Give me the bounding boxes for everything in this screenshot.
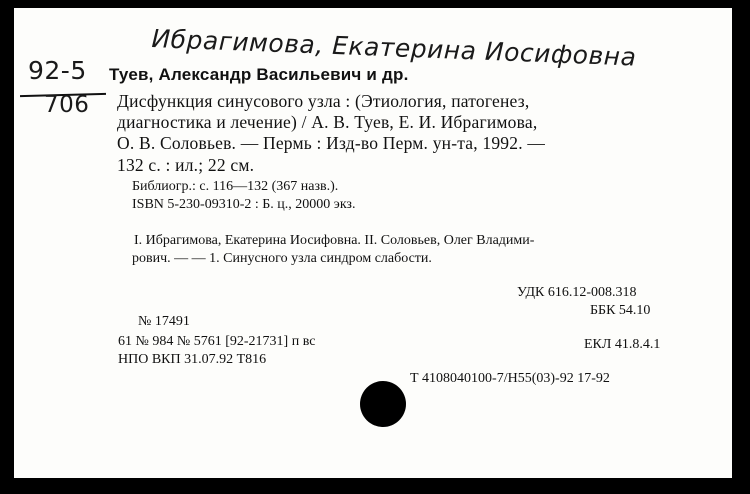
- catalog-code: Т 4108040100-7/Н55(03)-92 17-92: [410, 371, 610, 386]
- ekl-code: ЕКЛ 41.8.4.1: [584, 337, 661, 352]
- title-line-2: диагностика и лечение) / А. В. Туев, Е. И. Ибрагимова,: [117, 112, 538, 132]
- udk-code: УДК 616.12-008.318: [517, 285, 637, 300]
- title-line-1: Дисфункция синусового узла : (Этиология, патогенез,: [117, 91, 530, 111]
- order-line: 61 № 984 № 5761 [92-21731] п вс: [118, 334, 316, 349]
- handwritten-call-number-top: 92-5: [28, 56, 87, 85]
- catalog-card: [14, 8, 732, 478]
- author-heading: Туев, Александр Васильевич и др.: [109, 65, 409, 84]
- tracing-line-2: рович. — — 1. Синусного узла синдром слабости.: [132, 251, 432, 266]
- title-line-3: О. В. Соловьев. — Пермь : Изд-во Перм. ун-та, 1992. —: [117, 133, 546, 153]
- isbn-line: ISBN 5-230-09310-2 : Б. ц., 20000 экз.: [132, 197, 356, 212]
- handwritten-call-number-bottom: 706: [44, 92, 90, 118]
- bbk-code: ББК 54.10: [590, 303, 651, 318]
- bibliography-note: Библиогр.: с. 116—132 (367 назв.).: [132, 179, 339, 194]
- tracing-line-1: I. Ибрагимова, Екатерина Иосифовна. II. Соловьев, Олег Владими-: [134, 233, 535, 248]
- card-number: № 17491: [138, 314, 190, 329]
- punch-hole: [360, 381, 406, 427]
- npo-line: НПО ВКП 31.07.92 Т816: [118, 352, 267, 367]
- title-line-4: 132 с. : ил.; 22 см.: [117, 155, 255, 175]
- handwritten-name-note: Ибрагимова, Екатерина Иосифовна: [150, 24, 637, 72]
